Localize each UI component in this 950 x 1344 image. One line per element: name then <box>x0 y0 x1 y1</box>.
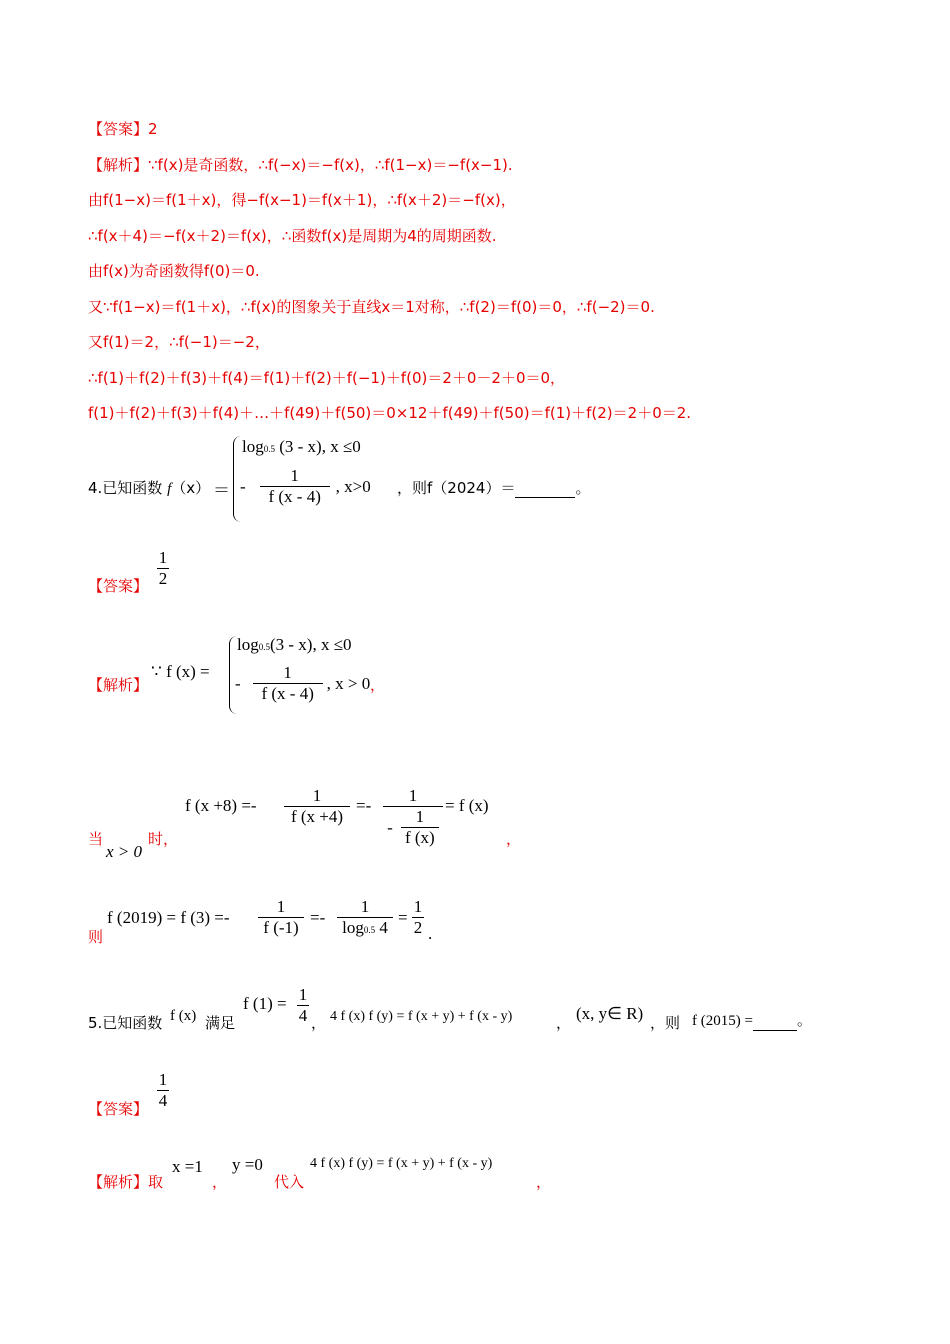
q4-answer-fraction <box>157 548 169 589</box>
when-condition: x > 0 <box>106 842 143 861</box>
q4-analysis-tag: 【解析】 <box>88 676 149 694</box>
q4-case1 <box>242 437 361 457</box>
denominator: 4 <box>158 1091 168 1110</box>
analysis-text: ∵f(x)是奇函数，∴f(−x)＝−f(x)，∴f(1−x)＝−f(x−1). <box>148 156 513 174</box>
chain-comma: ， <box>506 830 522 848</box>
minus-sign: - <box>240 476 246 496</box>
q5-equation: 4 f (x) f (y) = f (x + y) + f (x - y) <box>330 1009 513 1024</box>
period: 。 <box>796 1011 812 1029</box>
q4-stem-text: 4.已知函数 <box>88 479 163 497</box>
denominator: f (x - 4) <box>261 684 314 703</box>
q4-analysis-lhs <box>151 662 210 682</box>
numerator: 1 <box>276 897 286 916</box>
q4-call: f（2024）＝ <box>427 479 516 497</box>
q5-satisfy: 满足 <box>205 1014 236 1032</box>
denominator: f (x - 4) <box>268 487 321 506</box>
q4-x: （x） <box>171 479 211 497</box>
numerator: 1 <box>415 807 425 826</box>
then-lhs: f (2019) = f (3) =- <box>107 908 230 927</box>
q3-analysis-line-2: 由f(1−x)＝f(1＋x)，得−f(x−1)＝f(x＋1)，∴f(x＋2)＝−f(x)， <box>88 191 516 209</box>
case2-condition: , x>0 <box>335 476 371 496</box>
numerator: 1 <box>408 786 418 805</box>
numerator: 1 <box>298 985 308 1004</box>
q5-answer-tag: 【答案】 <box>88 1100 149 1118</box>
log-text: log <box>342 918 364 937</box>
q4-equals: ＝ <box>213 481 230 500</box>
answer-tag: 【答案】 <box>88 120 149 138</box>
q5-comma-3: ，则 <box>650 1014 681 1032</box>
chain-rhs: = f (x) <box>445 796 489 815</box>
case1-rest: (3 - x), x ≤0 <box>279 437 361 456</box>
q3-analysis-line-6: 又f(1)＝2，∴f(−1)＝−2， <box>88 333 270 351</box>
log-base: 0.5 <box>263 444 275 454</box>
denominator: f (-1) <box>263 918 299 937</box>
q4-suffix-text: ，则 <box>397 479 428 497</box>
q5-stem-prefix: 5.已知函数 <box>88 1014 163 1032</box>
q5-sub-in: 代入 <box>274 1173 305 1191</box>
q5-x1: x =1 <box>172 1157 203 1176</box>
chain-lhs: f (x +8) =- <box>185 796 257 815</box>
chain-fraction-2 <box>383 786 443 848</box>
q5-y0: y =0 <box>232 1155 263 1174</box>
q5-call <box>692 1009 812 1031</box>
numerator: 1 <box>158 548 168 567</box>
then-eq: = <box>398 908 408 927</box>
q5-comma-b: ， <box>536 1173 552 1191</box>
q5-f1-lhs: f (1) = <box>243 994 287 1013</box>
log-text: log <box>237 635 259 654</box>
when-suffix: 时， <box>148 830 179 848</box>
then-dot: . <box>428 924 433 943</box>
analysis-lhs: f (x) = <box>166 662 210 681</box>
then-fraction-2 <box>337 897 393 938</box>
log-arg: 4 <box>375 918 388 937</box>
q5-sub-equation: 4 f (x) f (y) = f (x + y) + f (x - y) <box>310 1156 493 1171</box>
then-label: 则 <box>88 928 104 946</box>
denominator: f (x +4) <box>290 807 344 826</box>
analysis-tag: 【解析】 <box>88 1173 149 1191</box>
when-label: 当 <box>88 830 104 848</box>
q3-analysis-line-3: ∴f(x＋4)＝−f(x＋2)＝f(x)，∴函数f(x)是周期为4的周期函数. <box>88 227 497 245</box>
q5-fx: f (x) <box>170 1008 197 1024</box>
q5-domain: (x, y∈ R) <box>576 1004 644 1023</box>
q4-stem-prefix <box>88 477 210 498</box>
log-denominator <box>342 918 388 938</box>
denominator: 2 <box>413 918 423 937</box>
q5-comma-1: ， <box>311 1014 327 1032</box>
numerator: 1 <box>283 663 292 682</box>
q5-call-text: f (2015) = <box>692 1013 753 1029</box>
because-symbol: ∵ <box>151 662 162 681</box>
numerator: 1 <box>158 1070 168 1089</box>
q4-case2 <box>240 466 371 507</box>
q4-answer-tag: 【答案】 <box>88 577 149 595</box>
then-fraction-3 <box>412 897 424 938</box>
answer-value: 2 <box>148 120 158 138</box>
q3-answer <box>88 118 158 139</box>
q3-analysis-line-7: ∴f(1)＋f(2)＋f(3)＋f(4)＝f(1)＋f(2)＋f(−1)＋f(0)＝2＋0－2＋0＝0， <box>88 369 566 387</box>
minus-sign: - <box>387 817 393 837</box>
then-fraction-1 <box>258 897 304 938</box>
numerator: 1 <box>360 897 370 916</box>
q5-answer-fraction <box>157 1070 169 1111</box>
q3-analysis-line-5: 又∵f(1−x)＝f(1＋x)，∴f(x)的图象关于直线x＝1对称，∴f(2)＝f(0)＝0，∴f(−2)＝0. <box>88 298 655 316</box>
take-text: 取 <box>148 1173 164 1191</box>
analysis-tag: 【解析】 <box>88 156 149 174</box>
log-base: 0.5 <box>258 642 270 652</box>
numerator: 1 <box>413 897 423 916</box>
q4-case2-fraction <box>260 466 330 507</box>
numerator: 1 <box>290 466 299 485</box>
chain-fraction-3 <box>401 807 439 848</box>
answer-blank <box>515 479 575 498</box>
denominator: 2 <box>158 569 168 588</box>
nested-denominator <box>387 807 439 848</box>
q4-stem-suffix <box>397 477 591 498</box>
q3-analysis-line-1 <box>88 154 513 175</box>
q5-f1-fraction <box>297 985 309 1026</box>
q3-analysis-line-8: f(1)＋f(2)＋f(3)＋f(4)＋…＋f(49)＋f(50)＝0×12＋f(49)＋f(50)＝f(1)＋f(2)＝2＋0＝2. <box>88 404 692 422</box>
q4-f: f <box>167 481 172 497</box>
q4-analysis-case1 <box>237 635 352 655</box>
log-text: log <box>242 437 264 456</box>
period: 。 <box>575 479 591 497</box>
denominator: f (x) <box>404 828 435 847</box>
q4-analysis-case2 <box>235 663 370 704</box>
denominator: 4 <box>298 1006 308 1025</box>
numerator: 1 <box>312 786 322 805</box>
q4-analysis-fraction <box>253 663 323 704</box>
case2-condition: , x > 0 <box>326 673 371 693</box>
q5-comma-a: ， <box>212 1173 228 1191</box>
then-mid: =- <box>310 908 326 927</box>
case1-rest: (3 - x), x ≤0 <box>269 635 352 654</box>
q3-analysis-line-4: 由f(x)为奇函数得f(0)＝0. <box>88 262 260 280</box>
answer-blank <box>753 1013 797 1031</box>
log-base: 0.5 <box>363 925 376 935</box>
q5-comma-2: ， <box>556 1014 572 1032</box>
chain-mid: =- <box>356 796 372 815</box>
q4-analysis-comma: ， <box>370 676 386 694</box>
q5-analysis <box>88 1171 163 1192</box>
minus-sign: - <box>235 673 241 693</box>
chain-fraction-1 <box>284 786 350 827</box>
